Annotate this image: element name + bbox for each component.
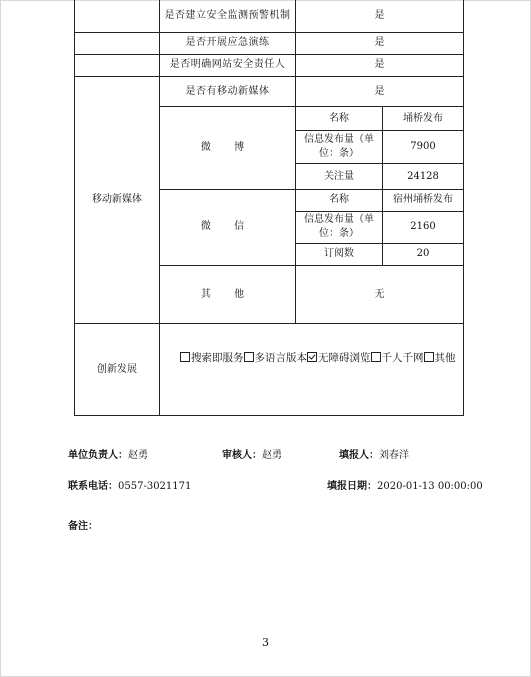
weibo-name-label: 名称: [296, 107, 383, 131]
blank-left-cell: [75, 54, 160, 76]
monitoring-value: 是: [296, 0, 464, 32]
other-value: 无: [296, 266, 464, 324]
mobile-section-label: 移动新媒体: [75, 76, 160, 323]
monitoring-label: 是否建立安全监测预警机制: [160, 0, 296, 32]
checkbox-accessible[interactable]: 无障碍浏览: [307, 352, 371, 364]
innovation-label: 创新发展: [75, 324, 160, 416]
reviewer: 审核人：赵勇: [222, 450, 282, 461]
checkbox-icon: [371, 352, 381, 362]
checkbox-personalized[interactable]: 千人千网: [371, 352, 424, 364]
wechat-posts-label: 信息发布量（单位：条）: [296, 211, 383, 243]
responsible-value: 是: [296, 54, 464, 76]
checkbox-icon: [424, 352, 434, 362]
weibo-posts-value: 7900: [383, 131, 464, 164]
wechat-subs-value: 20: [383, 243, 464, 265]
checkbox-icon: [180, 352, 190, 362]
wechat-label: 微 信: [160, 189, 296, 265]
has-mobile-value: 是: [296, 76, 464, 106]
weibo-posts-label: 信息发布量（单位：条）: [296, 131, 383, 164]
checkbox-icon: [244, 352, 254, 362]
wechat-name-label: 名称: [296, 189, 383, 211]
weibo-name-value: 埇桥发布: [383, 107, 464, 131]
blank-left-cell: [75, 0, 160, 32]
notes-label: 备注：: [68, 521, 98, 532]
contact-phone: 联系电话：0557-3021171: [68, 481, 192, 492]
checkbox-checked-icon: [307, 352, 317, 362]
checkbox-multilingual[interactable]: 多语言版本: [244, 352, 308, 364]
weibo-label: 微 博: [160, 107, 296, 189]
wechat-name-value: 宿州埇桥发布: [383, 189, 464, 211]
fill-date: 填报日期：2020-01-13 00:00:00: [327, 481, 483, 492]
other-label: 其 他: [160, 266, 296, 324]
checkbox-search-service[interactable]: 搜索即服务: [180, 352, 244, 364]
unit-head: 单位负责人：赵勇: [68, 450, 148, 461]
report-table: [74, 0, 464, 416]
filler: 填报人：刘春洋: [339, 450, 409, 461]
weibo-followers-value: 24128: [383, 164, 464, 189]
responsible-label: 是否明确网站安全责任人: [160, 54, 296, 76]
wechat-subs-label: 订阅数: [296, 243, 383, 265]
blank-left-cell: [75, 32, 160, 54]
weibo-followers-label: 关注量: [296, 164, 383, 189]
page-number: 3: [262, 636, 269, 649]
has-mobile-label: 是否有移动新媒体: [160, 76, 296, 106]
wechat-posts-value: 2160: [383, 211, 464, 243]
drill-value: 是: [296, 32, 464, 54]
innovation-options: [160, 324, 464, 416]
drill-label: 是否开展应急演练: [160, 32, 296, 54]
checkbox-other[interactable]: 其他: [424, 352, 456, 364]
